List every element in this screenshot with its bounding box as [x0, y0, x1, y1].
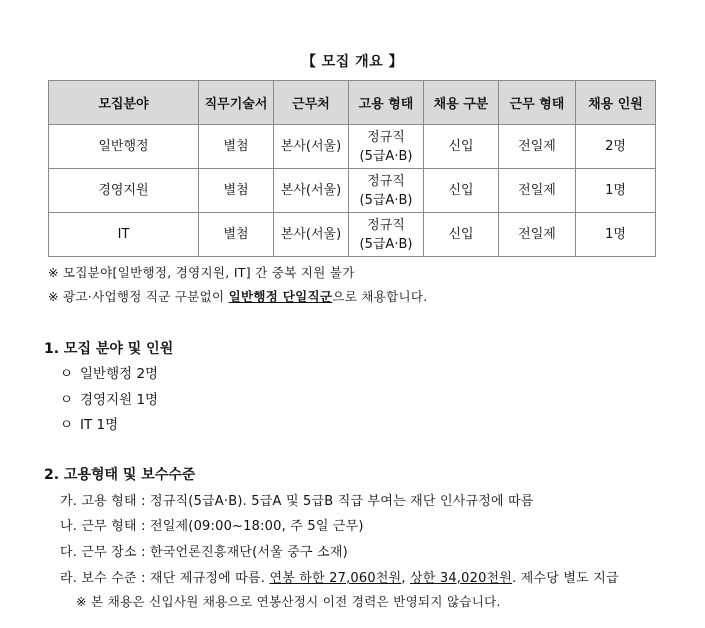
table-header-row: [49, 81, 656, 125]
career-not-reflected-note: ※ 본 채용은 신입사원 채용으로 연봉산정시 이전 경력은 반영되지 않습니다.: [76, 594, 501, 609]
cell-work-type: 전일제: [499, 169, 576, 213]
employment-grade-line: (5급A·B): [359, 148, 413, 164]
employment-grade-line: (5급A·B): [359, 236, 413, 252]
section2-heading: 2. 고용형태 및 보수수준: [44, 467, 196, 483]
salary-text-post: . 제수당 별도 지급: [512, 571, 619, 586]
work-type-row: 나. 근무 형태 : 전일제(09:00~18:00, 주 5일 근무): [60, 519, 364, 534]
header-headcount: 채용 인원: [576, 81, 656, 125]
table-row: [49, 169, 656, 213]
cell-headcount: 1명: [576, 169, 656, 213]
header-job-description: 직무기술서: [199, 81, 274, 125]
list-item-text: IT 1명: [80, 417, 119, 433]
salary-text-pre: 라. 보수 수준 : 재단 제규정에 따름.: [60, 571, 270, 586]
cell-hiring-category: 신입: [424, 169, 499, 213]
single-job-group-note: [48, 287, 428, 305]
employment-type-line: 정규직: [367, 173, 405, 189]
bullet-icon: ㅇ: [60, 417, 74, 433]
cell-hiring-category: 신입: [424, 125, 499, 169]
employment-grade-line: (5급A·B): [359, 192, 413, 208]
cell-field: IT: [49, 213, 199, 257]
employment-type-line: 정규직: [367, 129, 405, 145]
note-text-pre: ※ 광고·사업행정 직군 구분없이: [48, 289, 229, 304]
table-row: [49, 213, 656, 257]
header-hiring-category: 채용 구분: [424, 81, 499, 125]
employment-type-line: 정규직: [367, 217, 405, 233]
bullet-icon: ㅇ: [60, 392, 74, 408]
work-location-row: 다. 근무 장소 : 한국언론진흥재단(서울 중구 소재): [60, 545, 348, 560]
table-row: [49, 125, 656, 169]
cell-job-description: 별첨: [199, 125, 274, 169]
duplicate-application-note: ※ 모집분야[일반행정, 경영지원, IT] 간 중복 지원 불가: [48, 265, 355, 280]
recruitment-overview-title: 【 모집 개요 】: [301, 54, 404, 70]
salary-level-row: [60, 567, 619, 586]
header-employment-type: 고용 형태: [349, 81, 424, 125]
cell-headcount: 2명: [576, 125, 656, 169]
list-item-text: 경영지원 1명: [80, 392, 159, 408]
cell-field: 일반행정: [49, 125, 199, 169]
salary-upper-bound: 상한 34,020천원: [410, 571, 513, 586]
cell-hiring-category: 신입: [424, 213, 499, 257]
cell-workplace: 본사(서울): [274, 125, 349, 169]
list-item: [60, 388, 158, 408]
section1-heading: 1. 모집 분야 및 인원: [44, 341, 174, 357]
cell-headcount: 1명: [576, 213, 656, 257]
cell-job-description: 별첨: [199, 169, 274, 213]
salary-text-mid: ,: [401, 571, 411, 586]
cell-work-type: 전일제: [499, 213, 576, 257]
cell-field: 경영지원: [49, 169, 199, 213]
header-workplace: 근무처: [274, 81, 349, 125]
header-field: 모집분야: [49, 81, 199, 125]
cell-workplace: 본사(서울): [274, 213, 349, 257]
recruitment-overview-table: [48, 80, 656, 257]
note-highlight: 일반행정 단일직군: [228, 289, 333, 304]
cell-employment-type: [349, 213, 424, 257]
cell-work-type: 전일제: [499, 125, 576, 169]
cell-job-description: 별첨: [199, 213, 274, 257]
salary-lower-bound: 연봉 하한 27,060천원: [269, 571, 402, 586]
list-item: [60, 413, 118, 433]
header-work-type: 근무 형태: [499, 81, 576, 125]
list-item-text: 일반행정 2명: [80, 366, 159, 382]
cell-workplace: 본사(서울): [274, 169, 349, 213]
note-text-post: 으로 채용합니다.: [332, 289, 428, 304]
bullet-icon: ㅇ: [60, 366, 74, 382]
cell-employment-type: [349, 125, 424, 169]
cell-employment-type: [349, 169, 424, 213]
employment-type-row: 가. 고용 형태 : 정규직(5급A·B). 5급A 및 5급B 직급 부여는 재단 인사규정에 따름: [60, 494, 534, 509]
list-item: [60, 362, 158, 382]
